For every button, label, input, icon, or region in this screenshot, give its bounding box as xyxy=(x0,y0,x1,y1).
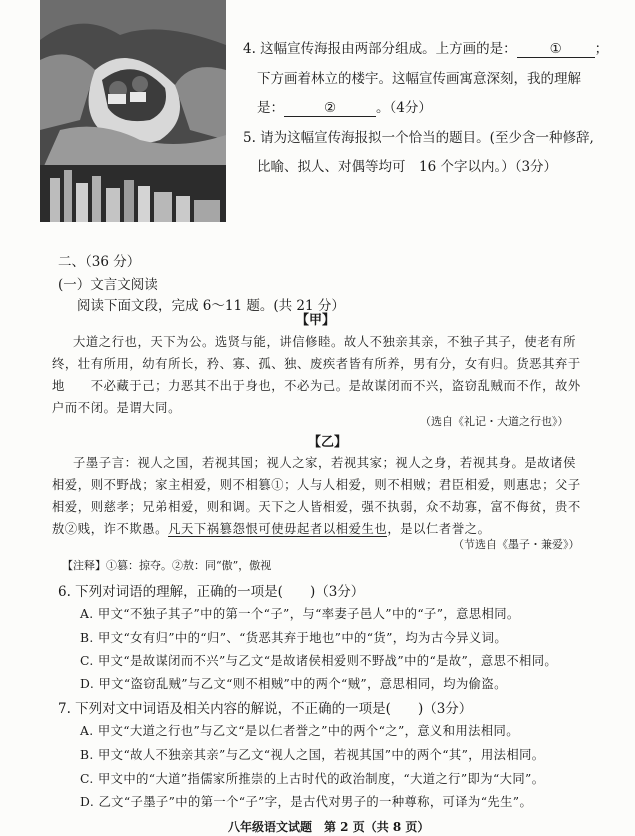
q4-blank-2[interactable]: ② xyxy=(284,100,376,117)
q6-option-c[interactable]: C. 甲文“是故谋闭而不兴”与乙文“是故诸侯相爱则不野战”中的“是故”，意思不相同。 xyxy=(80,654,558,668)
section2-instruction: 阅读下面文段，完成 6～11 题。(共 21 分） xyxy=(77,298,345,314)
yi-line-2: 相爱，则不野战；家主相爱，则不相篡①；人与人相爱，则不相贼；君臣相爱，则惠忠；父子 xyxy=(52,478,581,492)
jia-line-3: 地 不必藏于己；力恶其不出于身也，不必为己。是故谋闭而不兴，盗窃乱贼而不作，故外 xyxy=(52,379,581,393)
page-footer: 八年级语文试题 第 2 页（共 8 页） xyxy=(228,820,430,834)
yi-line-4a: 敖②贱，诈不欺愚。 xyxy=(52,522,169,536)
q6-stem: 6. 下列对词语的理解，正确的一项是( )（3分） xyxy=(58,584,365,600)
q6-option-d[interactable]: D. 甲文“盗窃乱贼”与乙文“则不相贼”中的两个“贼”，意思相同，均为偷盗。 xyxy=(80,677,507,691)
annotation-note: 【注释】①篡：掠夺。②敖：同“傲”，傲视 xyxy=(62,559,272,572)
poster-image xyxy=(40,0,226,222)
q7-option-a[interactable]: A. 甲文“大道之行也”与乙文“是以仁者誉之”中的两个“之”，意义和用法相同。 xyxy=(80,724,519,738)
q5-line1: 5. 请为这幅宣传海报拟一个恰当的题目。(至少含一种修辞, xyxy=(243,130,594,146)
q6-option-b[interactable]: B. 甲文“女有归”中的“归”、“货恶其弃于地也”中的“货”，均为古今异义词。 xyxy=(80,631,508,645)
q4-line2: 下方画着林立的楼宇。这幅宣传画寓意深刻，我的理解 xyxy=(257,71,581,87)
yi-line-3: 相爱，则慈孝；兄弟相爱，则和调。天下之人皆相爱，强不执弱，众不劫寡，富不侮贫，贵不 xyxy=(52,500,581,514)
q4-text-1b: ； xyxy=(594,41,609,57)
section2-title: 二、（36 分） xyxy=(58,254,141,270)
q4-line1 xyxy=(243,37,608,58)
q5-line2: 比喻、拟人、对偶等均可 16 个字以内。）（3分） xyxy=(257,159,558,175)
q4-line3 xyxy=(257,96,432,117)
q7-option-c[interactable]: C. 甲文中的“大道”指儒家所推崇的上古时代的政治制度，“大道之行”即为“大同”。 xyxy=(80,772,545,786)
yi-line-4b: ，是以仁者誉之。 xyxy=(387,522,491,536)
section2-subtitle: (一）文言文阅读 xyxy=(58,277,158,293)
jia-line-4: 户而不闭。是谓大同。 xyxy=(52,401,181,415)
jia-heading: 【甲】 xyxy=(296,313,336,328)
q4-blank-1[interactable]: ① xyxy=(517,41,595,58)
yi-line-1: 子墨子言：视人之国，若视其国；视人之家，若视其家；视人之身，若视其身。是故诸侯 xyxy=(73,456,576,470)
q4-text-1: 4. 这幅宣传海报由两部分组成。上方画的是： xyxy=(243,41,517,57)
q7-stem: 7. 下列对文中词语及相关内容的解说，不正确的一项是( )（3分） xyxy=(58,701,473,717)
yi-underlined-sentence: 凡天下祸篡怨恨可使毋起者以相爱生也 xyxy=(168,522,388,536)
q4-text-3b: 。（4分） xyxy=(376,100,432,116)
q6-option-a[interactable]: A. 甲文“不独子其子”中的第一个“子”，与“率妻子邑人”中的“子”，意思相同。 xyxy=(80,607,520,621)
jia-source: （选自《礼记・大道之行也》） xyxy=(420,415,569,428)
yi-line-4 xyxy=(52,519,491,537)
q7-option-b[interactable]: B. 甲文“故人不独亲其亲”与乙文“视人之国，若视其国”中的两个“其”，用法相同。 xyxy=(80,748,545,762)
jia-line-1: 大道之行也，天下为公。选贤与能，讲信修睦。故人不独亲其亲，不独子其子，使老有所 xyxy=(73,335,576,349)
poster-illustration xyxy=(40,0,226,222)
yi-heading: 【乙】 xyxy=(308,435,348,450)
q4-text-3a: 是： xyxy=(257,100,284,116)
jia-line-2: 终，壮有所用，幼有所长，矜、寡、孤、独、废疾者皆有所养，男有分，女有归。货恶其弃于 xyxy=(52,357,581,371)
yi-source: （节选自《墨子・兼爱》） xyxy=(453,538,580,551)
q7-option-d[interactable]: D. 乙文“子墨子”中的第一个“子”字，是古代对男子的一种尊称，可译为“先生”。 xyxy=(80,795,533,809)
